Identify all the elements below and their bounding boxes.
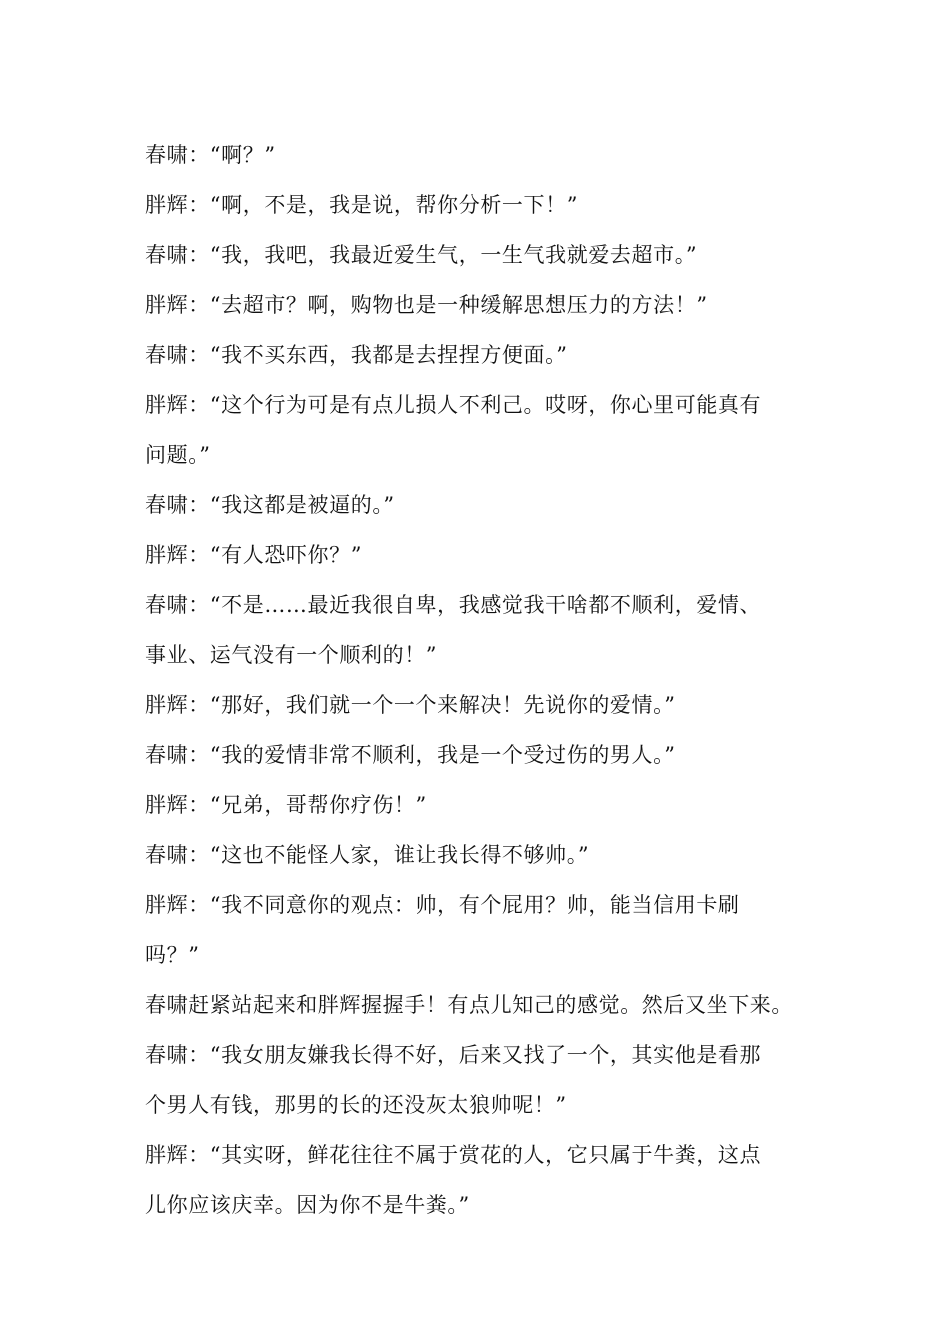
dialogue-line-continuation: 吗？” — [145, 943, 200, 967]
dialogue-line: 春啸：“我不买东西，我都是去捏捏方便面。” — [145, 343, 568, 367]
dialogue-line: 胖辉：“有人恐吓你？” — [145, 543, 363, 567]
dialogue-line: 胖辉：“其实呀，鲜花往往不属于赏花的人，它只属于牛粪，这点 — [145, 1143, 762, 1167]
dialogue-line: 春啸：“我这都是被逼的。” — [145, 493, 395, 517]
dialogue-line: 春啸：“不是……最近我很自卑，我感觉我干啥都不顺利，爱情、 — [145, 593, 762, 617]
dialogue-line: 春啸：“我女朋友嫌我长得不好，后来又找了一个，其实他是看那 — [145, 1043, 762, 1067]
dialogue-line: 胖辉：“那好，我们就一个一个来解决！先说你的爱情。” — [145, 693, 676, 717]
dialogue-line: 胖辉：“去超市？啊，购物也是一种缓解思想压力的方法！” — [145, 293, 708, 317]
dialogue-line-continuation: 儿你应该庆幸。因为你不是牛粪。” — [145, 1193, 470, 1217]
stage-direction: 春啸赶紧站起来和胖辉握握手！有点儿知己的感觉。然后又坐下来。 — [145, 993, 793, 1017]
dialogue-line-continuation: 事业、运气没有一个顺利的！” — [145, 643, 438, 667]
dialogue-body — [145, 130, 815, 1230]
dialogue-line: 春啸：“这也不能怪人家，谁让我长得不够帅。” — [145, 843, 590, 867]
dialogue-line: 春啸：“我，我吧，我最近爱生气，一生气我就爱去超市。” — [145, 243, 698, 267]
dialogue-line: 春啸：“啊？” — [145, 143, 276, 167]
dialogue-line: 胖辉：“这个行为可是有点儿损人不利己。哎呀，你心里可能真有 — [145, 393, 762, 417]
dialogue-line: 胖辉：“啊，不是，我是说，帮你分析一下！” — [145, 193, 579, 217]
dialogue-line: 胖辉：“兄弟，哥帮你疗伤！” — [145, 793, 427, 817]
dialogue-line: 胖辉：“我不同意你的观点：帅，有个屁用？帅，能当信用卡刷 — [145, 893, 740, 917]
dialogue-line: 春啸：“我的爱情非常不顺利，我是一个受过伤的男人。” — [145, 743, 676, 767]
dialogue-line-continuation: 问题。” — [145, 443, 211, 467]
dialogue-line-continuation: 个男人有钱，那男的长的还没灰太狼帅呢！” — [145, 1093, 567, 1117]
